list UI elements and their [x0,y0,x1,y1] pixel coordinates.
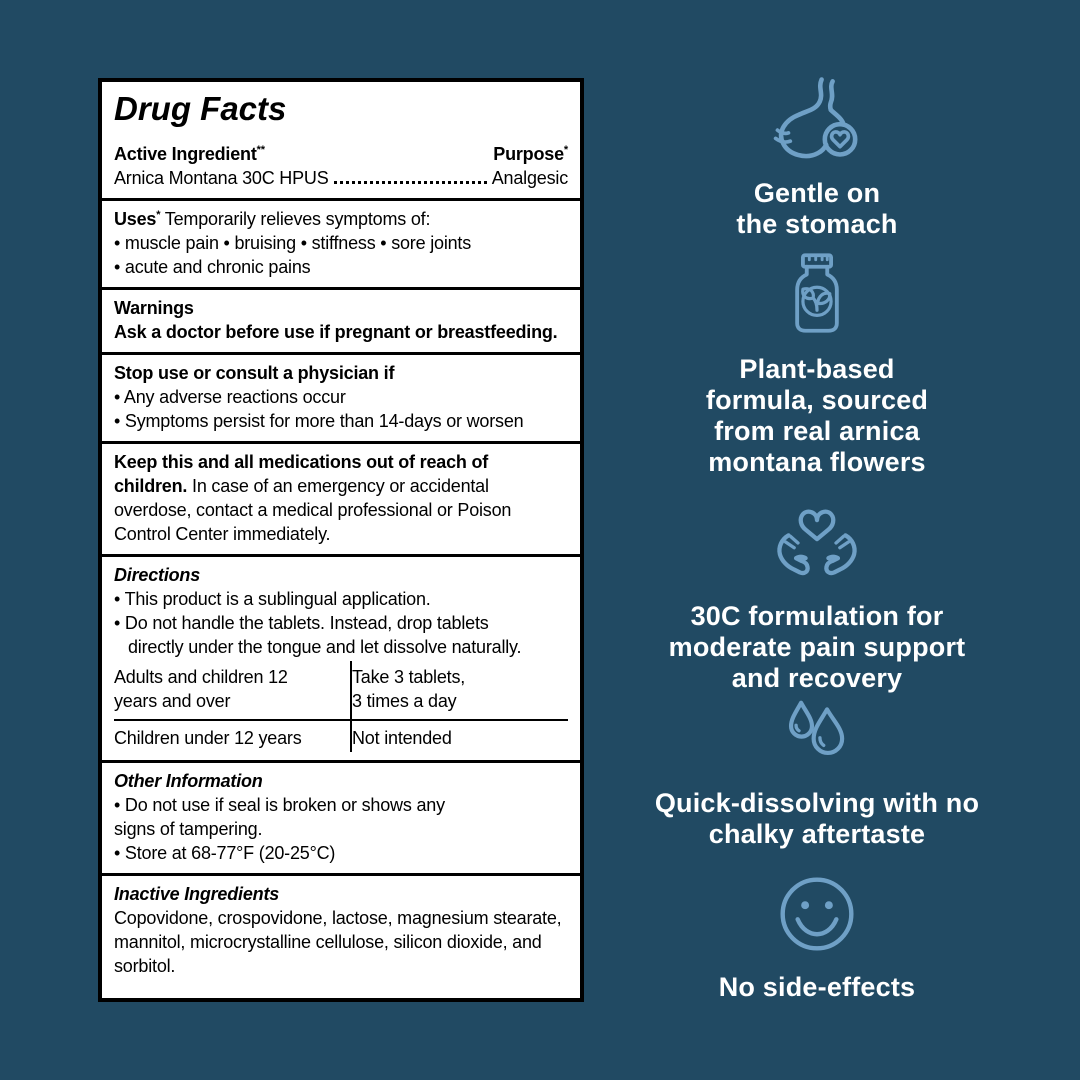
keep-out-of-reach-section [102,441,580,554]
feature-text-line: Quick-dissolving with no [654,788,980,818]
feature-text-line: 30C formulation for [690,601,944,631]
feature-text-line: moderate pain support [668,632,966,662]
warnings-heading: Warnings [114,298,194,318]
directions-bullet-1: • This product is a sublingual application. [114,589,431,609]
keep-out-line-3: overdose, contact a medical professional or Poison [114,500,512,520]
uses-heading: Uses* [114,209,161,229]
uses-bullets-2: • acute and chronic pains [114,257,311,277]
dosage-adults-dose: Take 3 tablets, 3 times a day [352,661,568,721]
keep-out-line-1: Keep this and all medications out of reach of [114,452,489,472]
feature-text-line: No side-effects [718,972,916,1002]
feature-text-line: formula, sourced [705,385,929,415]
active-ingredient-heading: Active Ingredient** [114,144,265,164]
uses-section [102,198,580,287]
dosage-row-adults [114,661,568,721]
feature-quick-dissolving [627,696,1007,850]
uses-bullets-1: • muscle pain • bruising • stiffness • sore joints [114,233,472,253]
hands-heart-icon [769,503,865,581]
active-ingredient-asterisks: ** [256,144,265,156]
plant-bottle-icon [785,250,849,336]
feature-30c-formulation [627,503,1007,694]
feature-text-line: and recovery [731,663,903,693]
water-drops-icon [775,696,859,768]
stop-use-section [102,352,580,441]
feature-text-line: Plant-based [739,354,895,384]
inactive-ingredients-text: Copovidone, crospovidone, lactose, magnesium stearate, mannitol, microcrystalline cellulose, silicon dioxide, and sorbitol. [114,908,562,976]
active-ingredient-name: Arnica Montana 30C HPUS [114,168,329,188]
dosage-children-dose: Not intended [352,728,452,748]
purpose-asterisk: * [563,144,568,156]
directions-section [102,554,580,760]
stomach-heart-icon [769,74,865,166]
dosage-children-group: Children under 12 years [114,721,352,752]
feature-text-line: Gentle on [753,178,881,208]
keep-out-line-2: children. In case of an emergency or accidental [114,476,489,496]
inactive-ingredients-section [102,873,580,998]
uses-intro: Temporarily relieves symptoms of: [160,209,431,229]
drug-facts-panel [98,78,584,1002]
other-information-section [102,760,580,873]
directions-bullet-2-line-2: directly under the tongue and let dissolve naturally. [128,637,522,657]
feature-no-side-effects [627,870,1007,1003]
dotted-leader [334,181,487,184]
stop-use-bullet-1: • Any adverse reactions occur [114,387,346,407]
inactive-ingredients-heading: Inactive Ingredients [114,884,280,904]
stop-use-bullet-2: • Symptoms persist for more than 14-days or worsen [114,411,524,431]
other-info-bullet-1-line-1: • Do not use if seal is broken or shows any [114,795,445,815]
feature-text-line: montana flowers [708,447,926,477]
other-information-heading: Other Information [114,771,263,791]
other-info-bullet-2: • Store at 68-77°F (20-25°C) [114,843,336,863]
warnings-text: Ask a doctor before use if pregnant or breastfeeding. [114,322,558,342]
feature-plant-based [627,250,1007,478]
drug-facts-title: Drug Facts [114,90,287,127]
warnings-section [102,287,580,352]
dosage-row-children [114,721,568,752]
smiley-face-icon [773,870,861,958]
dosage-table [114,661,568,752]
other-info-bullet-1-line-2: signs of tampering. [114,819,263,839]
stop-use-heading: Stop use or consult a physician if [114,363,395,383]
purpose-heading: Purpose* [493,144,568,164]
feature-gentle-on-stomach [627,74,1007,240]
dosage-adults-group: Adults and children 12 years and over [114,661,352,721]
keep-out-line-4: Control Center immediately. [114,524,331,544]
directions-bullet-2-line-1: • Do not handle the tablets. Instead, drop tablets [114,613,489,633]
active-ingredient-section [102,136,580,198]
directions-heading: Directions [114,565,201,585]
feature-text-line: the stomach [736,209,898,239]
feature-text-line: chalky aftertaste [708,819,926,849]
purpose-value: Analgesic [491,168,568,188]
feature-text-line: from real arnica [714,416,920,446]
